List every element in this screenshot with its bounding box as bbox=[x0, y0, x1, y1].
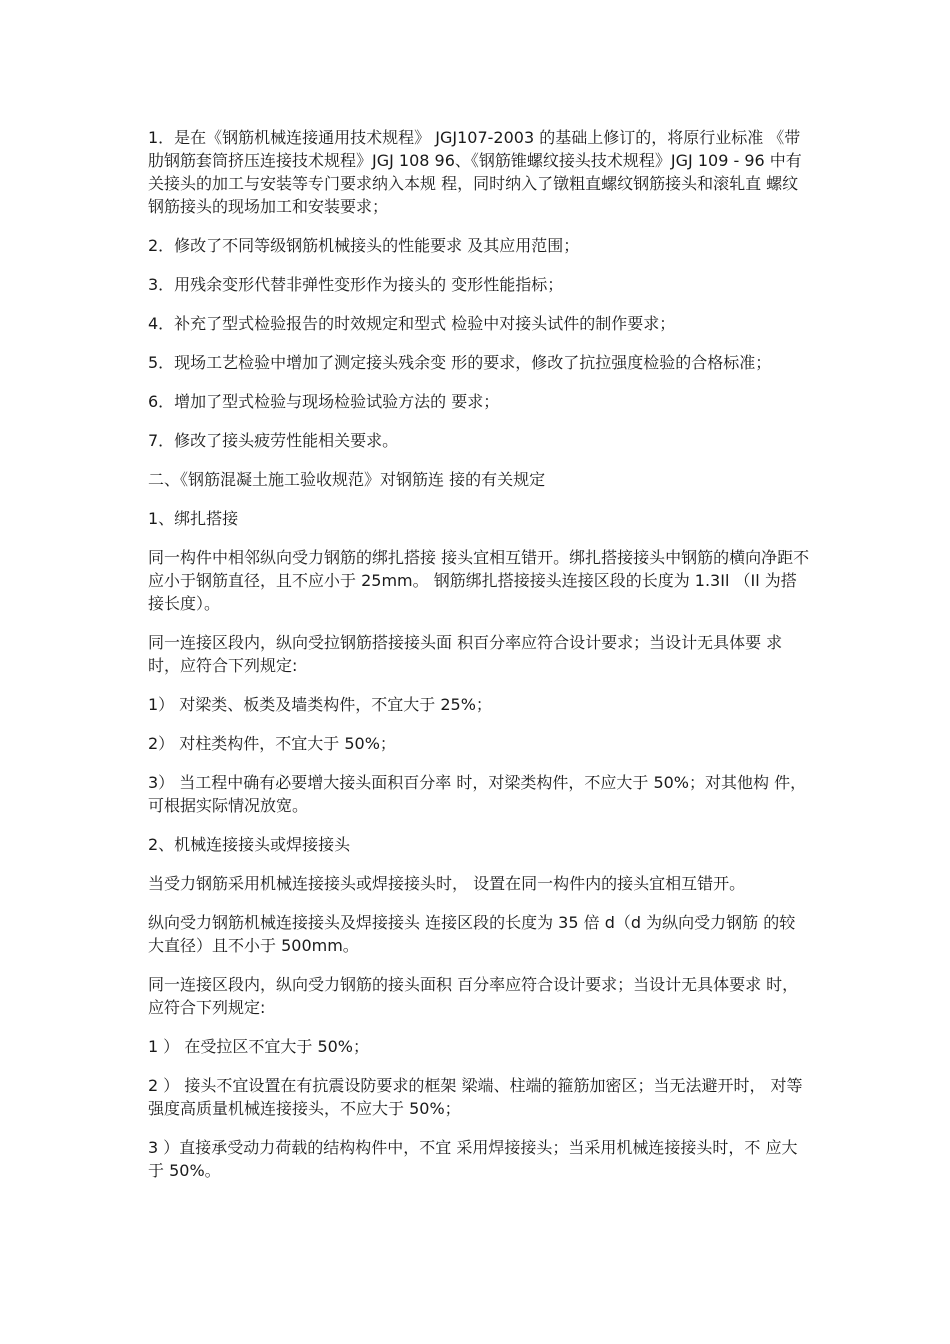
document-body bbox=[148, 126, 810, 1198]
paragraph-revision-2: 2．修改了不同等级钢筋机械接头的性能要求 及其应用范围； bbox=[148, 236, 580, 255]
paragraph-mechanical-stagger: 当受力钢筋采用机械连接接头或焊接接头时， 设置在同一构件内的接头宜相互错开。 bbox=[148, 874, 746, 893]
paragraph-lap-splice: 同一构件中相邻纵向受力钢筋的绑扎搭接 接头宜相互错开。绑扎搭接接头中钢筋的横向净距不应小于钢筋直径，且不应小于 25mm。 钢筋绑扎搭接接头连接区段的长度为 1.3Il （Il 为搭接长度）。 bbox=[148, 548, 810, 613]
paragraph-mechanical-zone: 纵向受力钢筋机械连接接头及焊接接头 连接区段的长度为 35 倍 d（d 为纵向受力钢筋 的较大直径）且不小于 500mm。 bbox=[148, 913, 796, 955]
paragraph-revision-5: 5．现场工艺检验中增加了测定接头残余变 形的要求，修改了抗拉强度检验的合格标准； bbox=[148, 353, 772, 372]
paragraph-revision-6: 6．增加了型式检验与现场检验试验方法的 要求； bbox=[148, 392, 500, 411]
paragraph-mechanical-area-rule: 同一连接区段内，纵向受力钢筋的接头面积 百分率应符合设计要求；当设计无具体要求 时，应符合下列规定: bbox=[148, 975, 799, 1017]
list-item-lap-1: 1） 对梁类、板类及墙类构件，不宜大于 25%； bbox=[148, 695, 492, 714]
paragraph-revision-3: 3．用残余变形代替非弹性变形作为接头的 变形性能指标； bbox=[148, 275, 564, 294]
list-item-mech-1: 1 ） 在受拉区不宜大于 50%； bbox=[148, 1037, 370, 1056]
paragraph-revision-7: 7．修改了接头疲劳性能相关要求。 bbox=[148, 431, 399, 450]
paragraph-revision-4: 4．补充了型式检验报告的时效规定和型式 检验中对接头试件的制作要求； bbox=[148, 314, 676, 333]
paragraph-revision-1: 1．是在《钢筋机械连接通用技术规程》 JGJ107-2003 的基础上修订的，将原行业标准 《带肋钢筋套筒挤压连接技术规程》JGJ 108 96、《钢筋锥螺纹接头技术规程》JGJ 109 - 96 中有关接头的加工与安装等专门要求纳入本规 程，同时纳入了镦粗直螺纹钢筋接头和滚轧直 螺纹钢筋接头的现场加工和安装要求； bbox=[148, 128, 802, 216]
section-heading-2: 二、《钢筋混凝土施工验收规范》对钢筋连 接的有关规定 bbox=[148, 470, 546, 489]
subheading-mechanical-welded: 2、机械连接接头或焊接接头 bbox=[148, 835, 351, 854]
paragraph-lap-area-rule: 同一连接区段内，纵向受拉钢筋搭接接头面 积百分率应符合设计要求；当设计无具体要 求时，应符合下列规定: bbox=[148, 633, 783, 675]
list-item-lap-2: 2） 对柱类构件，不宜大于 50%； bbox=[148, 734, 396, 753]
list-item-lap-3: 3） 当工程中确有必要增大接头面积百分率 时，对梁类构件，不应大于 50%；对其他构 件，可根据实际情况放宽。 bbox=[148, 773, 807, 815]
list-item-mech-2: 2 ） 接头不宜设置在有抗震设防要求的框架 梁端、柱端的箍筋加密区；当无法避开时， 对等强度高质量机械连接接头，不应大于 50%； bbox=[148, 1076, 803, 1118]
list-item-mech-3: 3 ）直接承受动力荷载的结构构件中，不宜 采用焊接接头；当采用机械连接接头时，不 应大于 50%。 bbox=[148, 1138, 798, 1180]
subheading-lap-splice: 1、绑扎搭接 bbox=[148, 509, 239, 528]
